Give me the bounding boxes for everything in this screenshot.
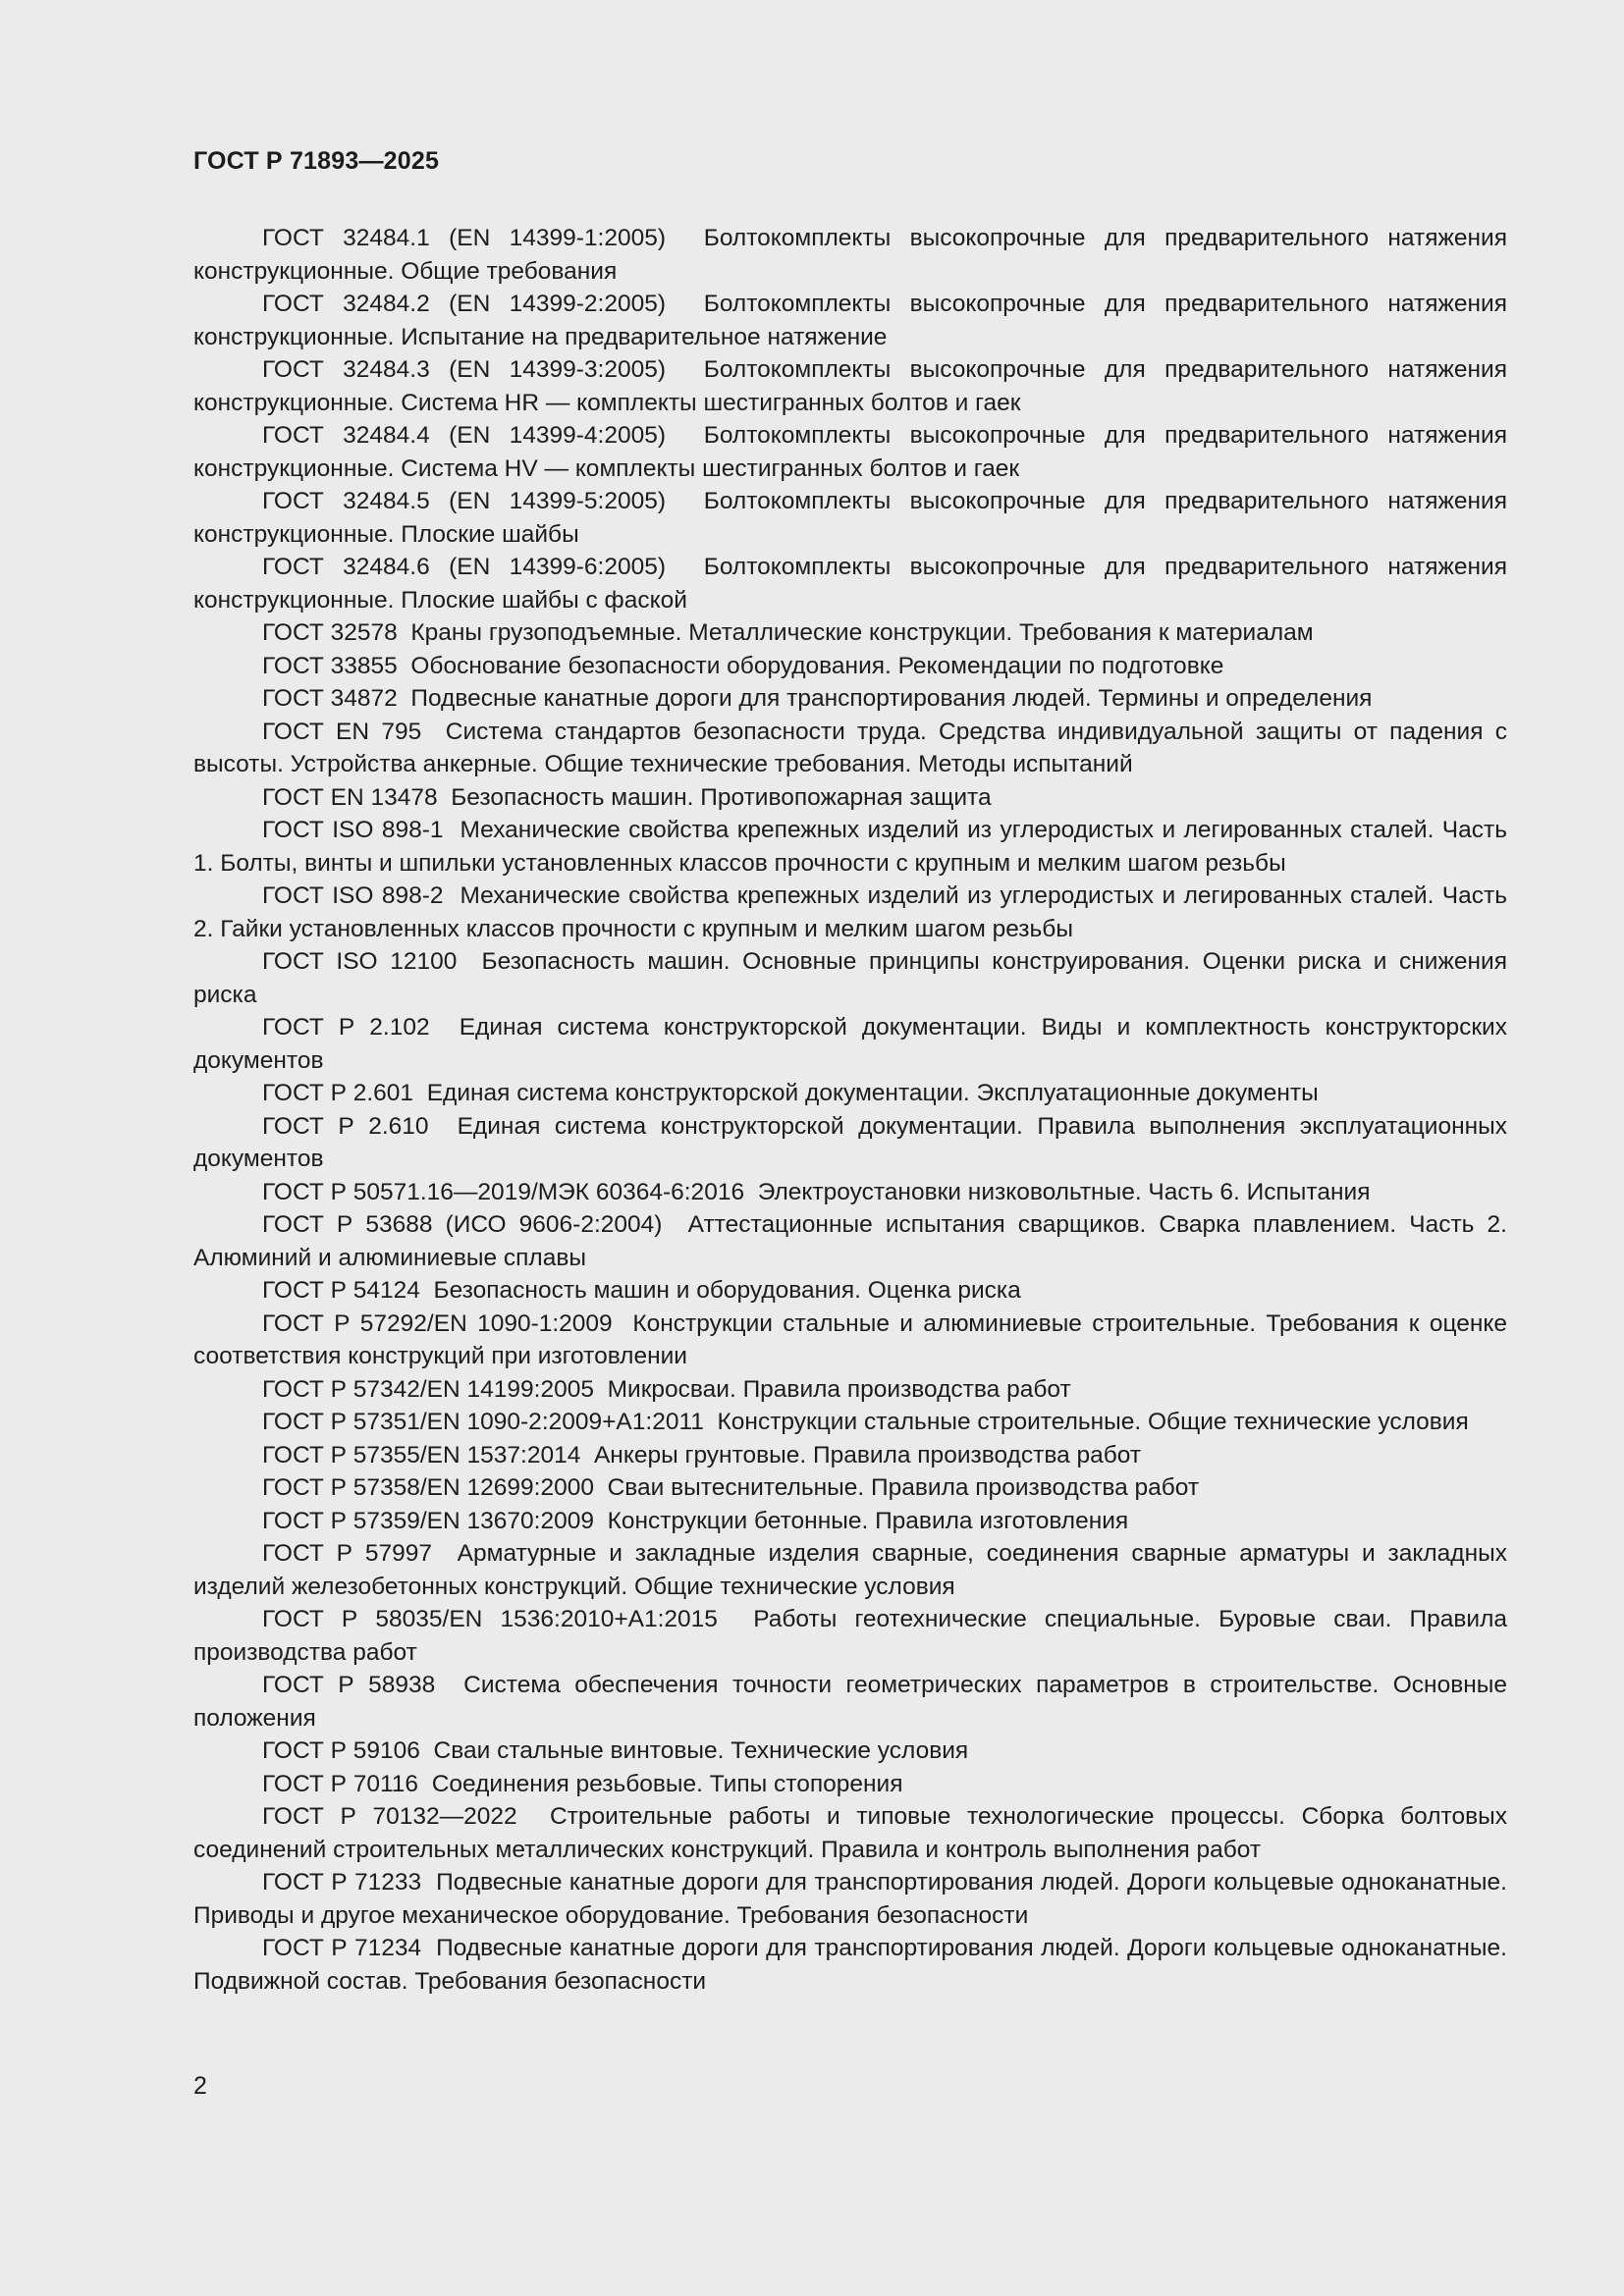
reference-code: ГОСТ Р 70116 bbox=[262, 1770, 419, 1797]
reference-item bbox=[193, 1932, 1507, 1998]
reference-code: ГОСТ EN 13478 bbox=[262, 783, 438, 811]
reference-title: Система обеспечения точности геометрических параметров в строительстве. Основные положения bbox=[193, 1672, 1507, 1732]
reference-code: ГОСТ Р 2.601 bbox=[262, 1080, 414, 1106]
reference-title: Конструкции стальные и алюминиевые строительные. Требования к оценке соответствия конструкций при изготовлении bbox=[193, 1309, 1507, 1369]
page-number: 2 bbox=[193, 2072, 207, 2100]
reference-code: ГОСТ Р 54124 bbox=[262, 1277, 420, 1304]
reference-item bbox=[193, 945, 1507, 1011]
reference-title: Краны грузоподъемные. Металлические конструкции. Требования к материалам bbox=[410, 619, 1314, 646]
reference-item bbox=[193, 1274, 1507, 1308]
reference-item bbox=[193, 1537, 1507, 1603]
reference-code: ГОСТ Р 57997 bbox=[262, 1540, 432, 1567]
reference-title: Болтокомплекты высокопрочные для предварительного натяжения конструкционные. Плоские шайбы с фаской bbox=[193, 554, 1507, 614]
reference-item bbox=[193, 1176, 1507, 1209]
reference-code: ГОСТ 34872 bbox=[262, 685, 398, 712]
reference-code: ГОСТ Р 59106 bbox=[262, 1737, 420, 1764]
reference-title: Болтокомплекты высокопрочные для предварительного натяжения конструкционные. Испытание на предварительное натяжение bbox=[193, 291, 1507, 350]
reference-item bbox=[193, 1735, 1507, 1768]
reference-title: Конструкции бетонные. Правила изготовления bbox=[607, 1507, 1129, 1534]
reference-item bbox=[193, 1011, 1507, 1077]
reference-title: Подвесные канатные дороги для транспортирования людей. Дороги кольцевые одноканатные. Приводы и другое механическое оборудование. Требования безопасности bbox=[193, 1869, 1507, 1929]
reference-title: Анкеры грунтовые. Правила производства работ bbox=[593, 1441, 1142, 1468]
reference-item bbox=[193, 650, 1507, 683]
reference-item bbox=[193, 419, 1507, 485]
reference-code: ГОСТ Р 57292/EN 1090-1:2009 bbox=[262, 1309, 613, 1337]
reference-title: Болтокомплекты высокопрочные для предварительного натяжения конструкционные. Система HV — комплекты шестигранных болтов и гаек bbox=[193, 422, 1507, 482]
reference-item bbox=[193, 1439, 1507, 1472]
reference-code: ГОСТ Р 58035/EN 1536:2010+A1:2015 bbox=[262, 1606, 718, 1632]
reference-code: ГОСТ Р 2.610 bbox=[262, 1112, 429, 1140]
reference-code: ГОСТ 32484.6 (EN 14399-6:2005) bbox=[262, 554, 667, 580]
reference-item bbox=[193, 1110, 1507, 1176]
reference-item bbox=[193, 1406, 1507, 1439]
reference-title: Микросваи. Правила производства работ bbox=[607, 1375, 1071, 1403]
reference-title: Электроустановки низковольтные. Часть 6. Испытания bbox=[757, 1178, 1371, 1205]
reference-code: ГОСТ Р 58938 bbox=[262, 1672, 436, 1698]
reference-title: Единая система конструкторской документации. Виды и комплектность конструкторских документов bbox=[193, 1014, 1507, 1074]
reference-code: ГОСТ 32484.4 (EN 14399-4:2005) bbox=[262, 422, 667, 449]
reference-item bbox=[193, 1800, 1507, 1866]
reference-code: ГОСТ ISO 12100 bbox=[262, 948, 458, 975]
reference-code: ГОСТ Р 57351/EN 1090-2:2009+A1:2011 bbox=[262, 1409, 704, 1435]
reference-item bbox=[193, 288, 1507, 353]
reference-code: ГОСТ ISO 898-1 bbox=[262, 817, 444, 843]
reference-item bbox=[193, 814, 1507, 880]
reference-code: ГОСТ 32484.2 (EN 14399-2:2005) bbox=[262, 291, 667, 317]
reference-code: ГОСТ Р 71233 bbox=[262, 1869, 422, 1896]
reference-title: Работы геотехнические специальные. Буровые сваи. Правила производства работ bbox=[193, 1606, 1507, 1666]
reference-code: ГОСТ Р 2.102 bbox=[262, 1014, 430, 1041]
reference-title: Арматурные и закладные изделия сварные, соединения сварные арматуры и закладных изделий железобетонных конструкций. Общие технические условия bbox=[193, 1540, 1507, 1600]
reference-title: Болтокомплекты высокопрочные для предварительного натяжения конструкционные. Общие требования bbox=[193, 225, 1507, 285]
reference-code: ГОСТ 32484.3 (EN 14399-3:2005) bbox=[262, 356, 667, 383]
reference-title: Обоснование безопасности оборудования. Рекомендации по подготовке bbox=[410, 652, 1224, 679]
reference-title: Сваи стальные винтовые. Технические условия bbox=[433, 1737, 969, 1764]
reference-item bbox=[193, 1603, 1507, 1669]
reference-code: ГОСТ Р 50571.16—2019/МЭК 60364-6:2016 bbox=[262, 1178, 745, 1205]
reference-item bbox=[193, 485, 1507, 551]
reference-item bbox=[193, 1866, 1507, 1932]
reference-item bbox=[193, 1208, 1507, 1274]
reference-title: Подвесные канатные дороги для транспортирования людей. Термины и определения bbox=[410, 685, 1373, 712]
reference-item bbox=[193, 781, 1507, 815]
reference-item bbox=[193, 222, 1507, 288]
reference-item bbox=[193, 616, 1507, 650]
reference-code: ГОСТ 32578 bbox=[262, 619, 398, 646]
reference-title: Безопасность машин. Противопожарная защита bbox=[451, 783, 992, 811]
reference-title: Болтокомплекты высокопрочные для предварительного натяжения конструкционные. Плоские шайбы bbox=[193, 488, 1507, 548]
reference-title: Единая система конструкторской документации. Правила выполнения эксплуатационных документов bbox=[193, 1112, 1507, 1172]
reference-title: Система стандартов безопасности труда. Средства индивидуальной защиты от падения с высоты. Устройства анкерные. Общие технические требования. Методы испытаний bbox=[193, 718, 1507, 777]
reference-code: ГОСТ Р 57359/EN 13670:2009 bbox=[262, 1507, 594, 1534]
reference-title: Единая система конструкторской документации. Эксплуатационные документы bbox=[426, 1080, 1319, 1106]
reference-item bbox=[193, 716, 1507, 781]
reference-item bbox=[193, 880, 1507, 945]
reference-title: Конструкции стальные строительные. Общие технические условия bbox=[717, 1409, 1469, 1435]
reference-item bbox=[193, 1471, 1507, 1505]
reference-item bbox=[193, 1077, 1507, 1110]
reference-code: ГОСТ 32484.1 (EN 14399-1:2005) bbox=[262, 225, 667, 251]
reference-code: ГОСТ Р 53688 (ИСО 9606-2:2004) bbox=[262, 1211, 663, 1238]
reference-code: ГОСТ 33855 bbox=[262, 652, 398, 679]
reference-title: Сваи вытеснительные. Правила производства работ bbox=[607, 1474, 1200, 1501]
reference-title: Подвесные канатные дороги для транспортирования людей. Дороги кольцевые одноканатные. Подвижной состав. Требования безопасности bbox=[193, 1935, 1507, 1995]
reference-title: Аттестационные испытания сварщиков. Сварка плавлением. Часть 2. Алюминий и алюминиевые сплавы bbox=[193, 1211, 1507, 1271]
reference-title: Механические свойства крепежных изделий из углеродистых и легированных сталей. Часть 1. Болты, винты и шпильки установленных классов прочности с крупным и мелким шагом резьбы bbox=[193, 817, 1508, 877]
reference-code: ГОСТ Р 57358/EN 12699:2000 bbox=[262, 1474, 594, 1501]
document-header-code: ГОСТ Р 71893—2025 bbox=[193, 147, 440, 175]
reference-item bbox=[193, 1669, 1507, 1735]
reference-title: Строительные работы и типовые технологические процессы. Сборка болтовых соединений строительных металлических конструкций. Правила и контроль выполнения работ bbox=[193, 1803, 1507, 1863]
reference-item bbox=[193, 551, 1507, 616]
reference-item bbox=[193, 1768, 1507, 1801]
reference-title: Соединения резьбовые. Типы стопорения bbox=[431, 1770, 903, 1797]
reference-title: Безопасность машин. Основные принципы конструирования. Оценки риска и снижения риска bbox=[193, 948, 1507, 1008]
reference-item bbox=[193, 1373, 1507, 1407]
reference-item bbox=[193, 682, 1507, 716]
reference-item bbox=[193, 1505, 1507, 1538]
reference-item bbox=[193, 1308, 1507, 1373]
reference-title: Безопасность машин и оборудования. Оценка риска bbox=[433, 1277, 1021, 1304]
reference-code: ГОСТ Р 71234 bbox=[262, 1935, 422, 1961]
reference-code: ГОСТ ISO 898-2 bbox=[262, 882, 444, 909]
reference-code: ГОСТ Р 57355/EN 1537:2014 bbox=[262, 1441, 581, 1468]
reference-item bbox=[193, 353, 1507, 419]
normative-references-list bbox=[193, 222, 1507, 1998]
reference-title: Болтокомплекты высокопрочные для предварительного натяжения конструкционные. Система HR — комплекты шестигранных болтов и гаек bbox=[193, 356, 1507, 416]
reference-code: ГОСТ Р 70132—2022 bbox=[262, 1803, 517, 1830]
reference-code: ГОСТ 32484.5 (EN 14399-5:2005) bbox=[262, 488, 667, 514]
reference-title: Механические свойства крепежных изделий из углеродистых и легированных сталей. Часть 2. Гайки установленных классов прочности с крупным и мелким шагом резьбы bbox=[193, 882, 1508, 942]
reference-code: ГОСТ EN 795 bbox=[262, 718, 422, 745]
reference-code: ГОСТ Р 57342/EN 14199:2005 bbox=[262, 1375, 594, 1403]
